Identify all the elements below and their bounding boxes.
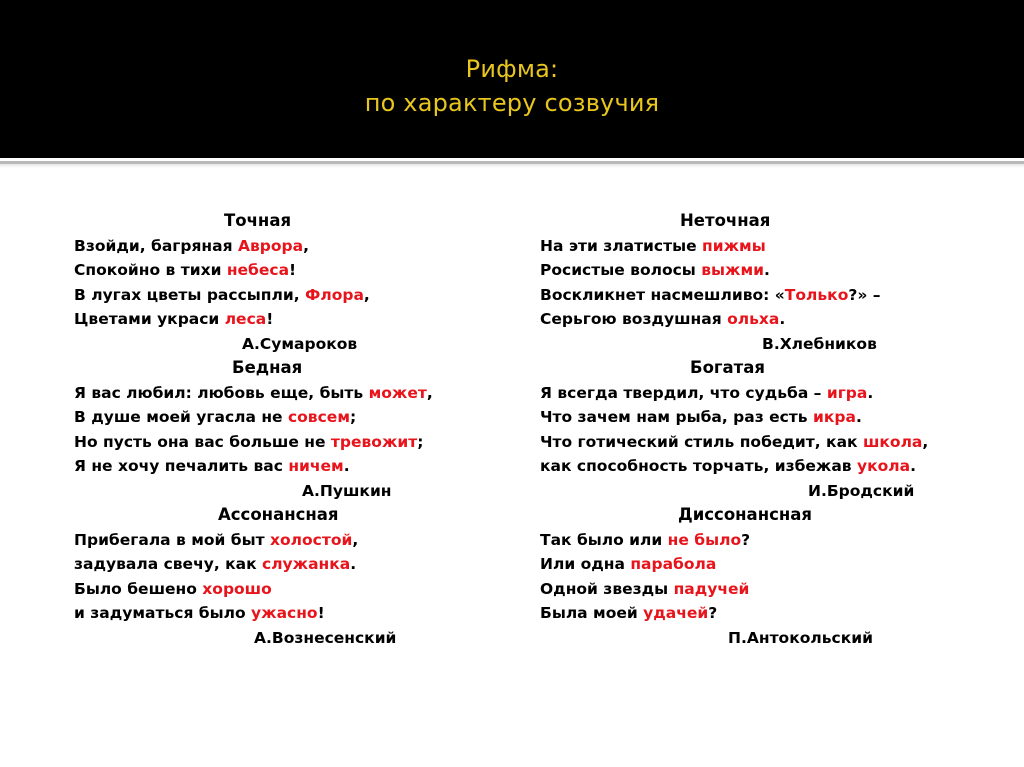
poem-line — [74, 552, 514, 577]
poem-line — [540, 454, 980, 479]
line-text: Или одна — [540, 555, 631, 573]
line-punct: ! — [289, 261, 297, 279]
poem-author: А.Сумароков — [242, 334, 358, 353]
line-text: Было бешено — [74, 579, 203, 598]
rhyme-word: тревожит — [330, 432, 418, 451]
poem-line — [540, 601, 980, 626]
line-text: Цветами украси — [74, 310, 225, 328]
poem-line — [74, 430, 514, 455]
line-text: Одной звезды — [540, 579, 674, 598]
poem-line — [540, 258, 980, 283]
rhyme-word: Аврора — [237, 236, 304, 255]
line-text: Я всегда твердил, что судьба – — [540, 383, 827, 402]
rhyme-word: падучей — [673, 579, 750, 598]
line-punct: , — [363, 285, 370, 304]
line-text: Росистые волосы — [540, 261, 702, 279]
line-text: На эти златистые — [540, 236, 703, 255]
rhyme-word: игра — [826, 383, 868, 402]
line-text: Что готический стиль победит, как — [540, 432, 863, 451]
line-text: как способность торчать, избежав — [540, 457, 858, 475]
line-punct: . — [350, 555, 357, 573]
poem-line — [540, 307, 980, 332]
poem-line — [540, 552, 980, 577]
line-text: Воскликнет насмешливо: « — [540, 285, 785, 304]
poem-line — [74, 577, 514, 602]
line-text: Спокойно в тихи — [74, 261, 227, 279]
section-title: Богатая — [690, 358, 765, 377]
title-line-1: Рифма: — [465, 55, 559, 83]
line-punct: ? — [708, 604, 718, 622]
line-text: и задуматься было — [74, 604, 252, 622]
rhyme-word: удачей — [643, 604, 709, 622]
rhyme-word: ужасно — [251, 604, 318, 622]
right-column — [540, 209, 980, 650]
poem-line — [540, 283, 980, 308]
poem-line — [540, 528, 980, 553]
poem-line — [540, 405, 980, 430]
line-punct: ! — [317, 604, 325, 622]
line-punct: . — [867, 383, 874, 402]
section-exact-rhyme — [74, 209, 514, 356]
line-punct: . — [855, 408, 862, 426]
rhyme-word: пижмы — [702, 236, 766, 255]
rhyme-word: икра — [813, 408, 856, 426]
slide-header — [0, 0, 1024, 158]
section-inexact-rhyme — [540, 209, 980, 356]
line-text: Я вас любил: любовь еще, быть — [74, 383, 369, 402]
section-poor-rhyme — [74, 356, 514, 503]
poem-line — [540, 577, 980, 602]
line-text: Что зачем нам рыба, раз есть — [540, 408, 813, 426]
poem-author: А.Вознесенский — [254, 628, 397, 647]
line-text: В лугах цветы рассыпли, — [74, 285, 305, 304]
rhyme-word: Флора — [304, 285, 364, 304]
section-dissonance-rhyme — [540, 503, 980, 650]
line-punct: ?» – — [848, 285, 881, 304]
line-punct: . — [343, 457, 350, 475]
line-punct: , — [426, 383, 433, 402]
rhyme-word: хорошо — [202, 579, 272, 598]
header-divider-shadow — [0, 164, 1024, 168]
rhyme-word: школа — [862, 432, 923, 451]
poem-line — [74, 454, 514, 479]
poem-line — [74, 283, 514, 308]
rhyme-word: выжми — [701, 261, 764, 279]
poem-line — [74, 601, 514, 626]
line-punct: . — [779, 310, 786, 328]
line-punct: ; — [417, 432, 424, 451]
rhyme-word: укола — [857, 457, 911, 475]
line-punct: . — [910, 457, 917, 475]
line-text: Была моей — [540, 604, 644, 622]
section-title: Диссонансная — [678, 505, 812, 524]
line-text: Так было или — [540, 530, 668, 549]
line-text: Но пусть она вас больше не — [74, 432, 331, 451]
poem-line — [540, 430, 980, 455]
section-rich-rhyme — [540, 356, 980, 503]
line-text: Прибегала в мой быт — [74, 530, 271, 549]
poem-author: А.Пушкин — [302, 481, 392, 500]
line-text: задувала свечу, как — [74, 555, 262, 573]
poem-line — [540, 381, 980, 406]
line-punct: ? — [741, 530, 751, 549]
poem-line — [74, 405, 514, 430]
line-punct: , — [352, 530, 359, 549]
line-text: Серьгою воздушная — [540, 310, 728, 328]
poem-author: П.Антокольский — [728, 628, 873, 647]
section-title: Точная — [224, 211, 292, 230]
rhyme-word: совсем — [287, 408, 350, 426]
section-title: Бедная — [232, 358, 303, 377]
line-punct: . — [764, 261, 770, 279]
rhyme-word: служанка — [262, 555, 351, 573]
rhyme-word: леса — [224, 310, 267, 328]
poem-line — [74, 234, 514, 259]
title-line-2: по характеру созвучия — [364, 89, 660, 117]
section-title: Ассонансная — [218, 505, 339, 524]
poem-line — [74, 381, 514, 406]
rhyme-word: небеса — [226, 261, 290, 279]
rhyme-word: Только — [784, 285, 849, 304]
rhyme-word: ольха — [727, 310, 780, 328]
slide-title — [0, 52, 1024, 120]
poem-author: В.Хлебников — [762, 334, 877, 353]
section-title: Неточная — [680, 211, 771, 230]
rhyme-word: не было — [667, 530, 742, 549]
rhyme-word: ничем — [288, 457, 344, 475]
rhyme-word: парабола — [630, 555, 717, 573]
left-column — [74, 209, 514, 650]
rhyme-word: может — [368, 383, 427, 402]
line-text: Взойди, багряная — [74, 236, 238, 255]
rhyme-word: холостой — [270, 530, 353, 549]
line-punct: ! — [266, 310, 274, 328]
line-punct: , — [303, 236, 309, 255]
poem-author: И.Бродский — [808, 481, 915, 500]
line-text: В душе моей угасла не — [74, 408, 288, 426]
poem-line — [74, 258, 514, 283]
poem-line — [74, 307, 514, 332]
line-punct: , — [922, 432, 929, 451]
line-text: Я не хочу печалить вас — [74, 457, 289, 475]
section-assonance-rhyme — [74, 503, 514, 650]
line-punct: ; — [349, 408, 357, 426]
poem-line — [540, 234, 980, 259]
poem-line — [74, 528, 514, 553]
